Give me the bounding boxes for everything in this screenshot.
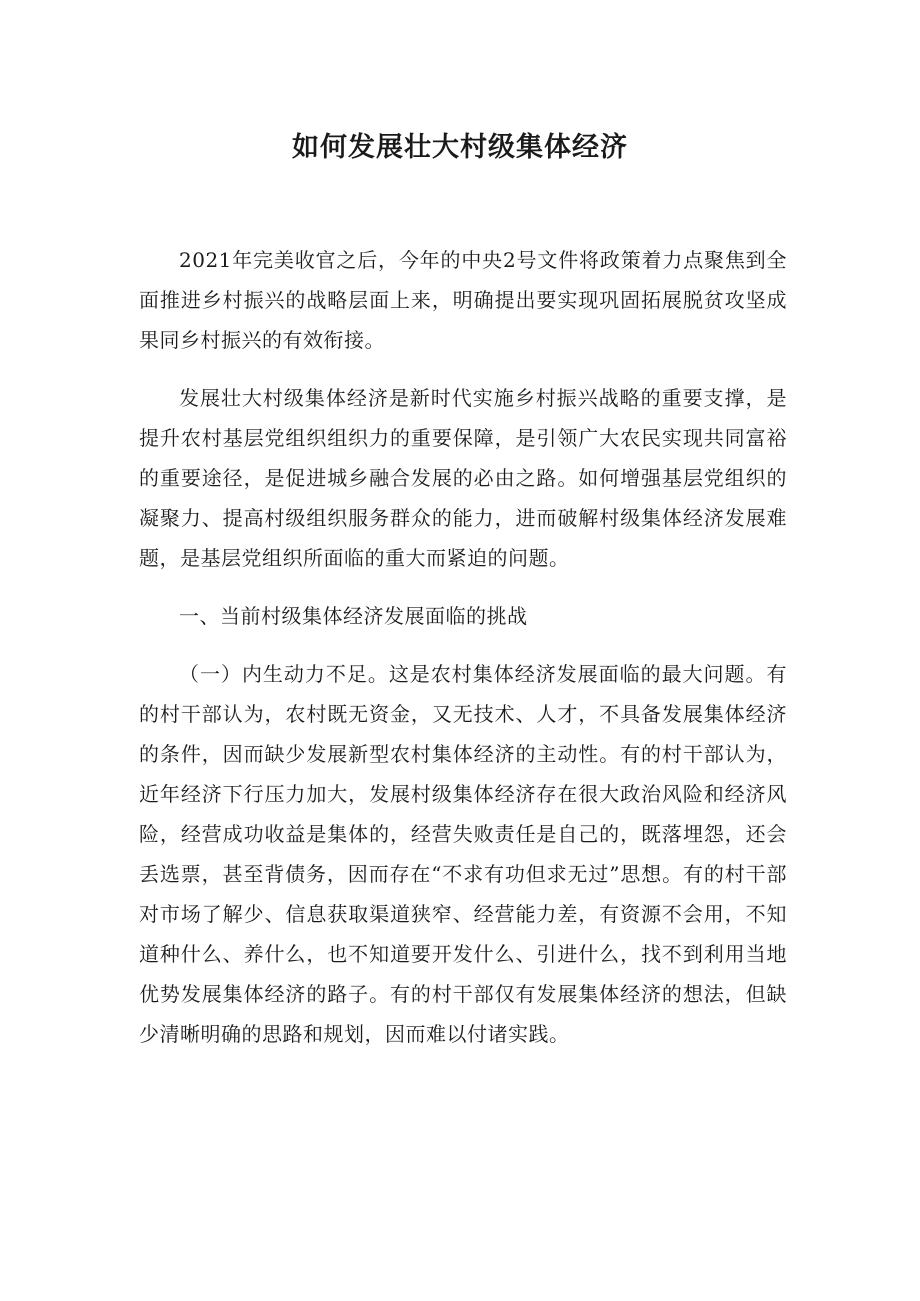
- document-title: 如何发展壮大村级集体经济: [292, 132, 628, 163]
- paragraph-significance: 发展壮大村级集体经济是新时代实施乡村振兴战略的重要支撑，是提升农村基层党组织组织力的重要保障，是引领广大农民实现共同富裕的重要途径，是促进城乡融合发展的必由之路。如何增强基层党组织的凝聚力、提高村级组织服务群众的能力，进而破解村级集体经济发展难题，是基层党组织所面临的重大而紧迫的问题。: [139, 386, 787, 570]
- section-heading-challenges: 一、当前村级集体经济发展面临的挑战: [179, 604, 528, 628]
- document-body: [139, 240, 787, 1072]
- paragraph-motivation: （一）内生动力不足。这是农村集体经济发展面临的最大问题。有的村干部认为，农村既无资金，又无技术、人才，不具备发展集体经济的条件，因而缺少发展新型农村集体经济的主动性。有的村干部认为，近年经济下行压力加大，发展村级集体经济存在很大政治风险和经济风险，经营成功收益是集体的，经营失败责任是自己的，既落埋怨，还会丢选票，甚至背债务，因而存在“不求有功但求无过”思想。有的村干部对市场了解少、信息获取渠道狭窄、经营能力差，有资源不会用，不知道种什么、养什么，也不知道要开发什么、引进什么，找不到利用当地优势发展集体经济的路子。有的村干部仅有发展集体经济的想法，但缺少清晰明确的思路和规划，因而难以付诸实践。: [139, 662, 787, 1046]
- paragraph-intro: 2021年完美收官之后，今年的中央2号文件将政策着力点聚焦到全面推进乡村振兴的战略层面上来，明确提出要实现巩固拓展脱贫攻坚成果同乡村振兴的有效衔接。: [139, 248, 787, 352]
